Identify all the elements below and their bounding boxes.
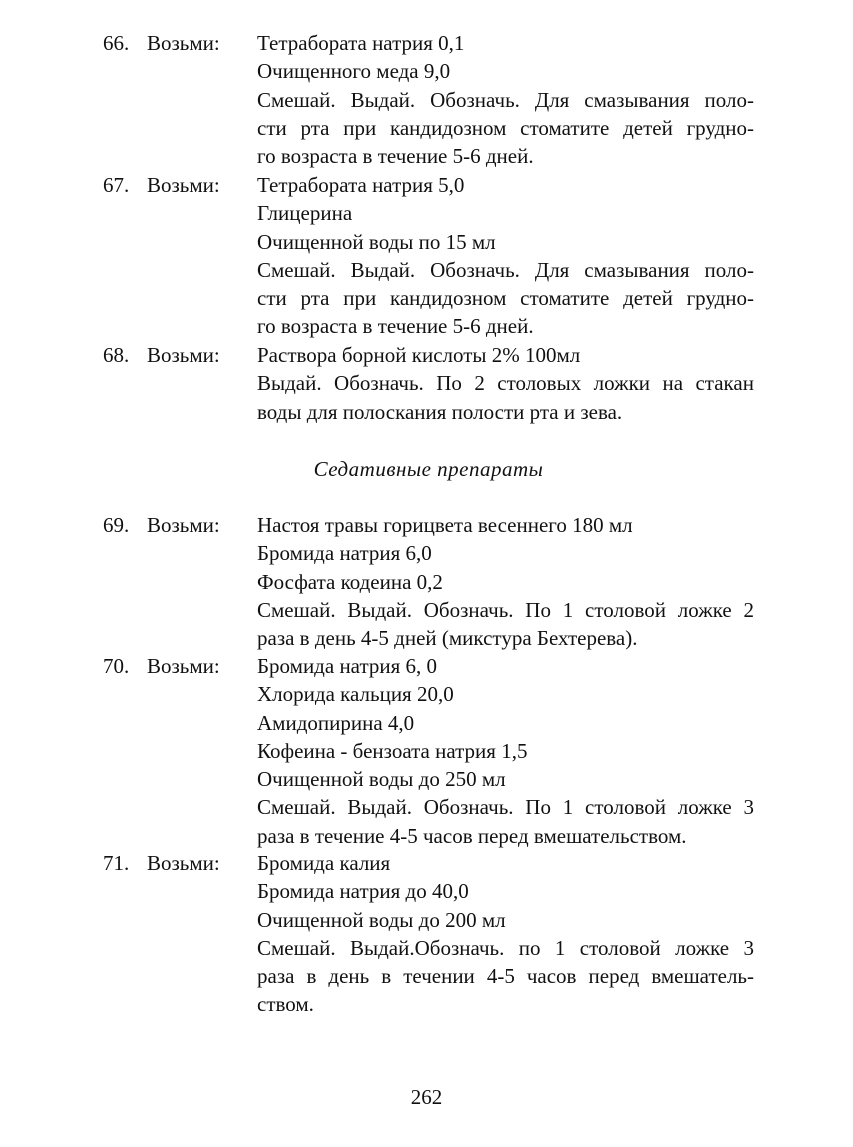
recipe-number: 71.: [103, 851, 130, 875]
recipe-line: Глицерина: [257, 201, 353, 226]
recipe-line: Смешай. Выдай. Обозначь. По 1 столовой ложке 3: [257, 795, 754, 820]
recipe-number: 69.: [103, 513, 130, 537]
recipe-line: сти рта при кандидозном стоматите детей грудно-: [257, 115, 754, 140]
recipe-line: раза в течение 4-5 часов перед вмешательством.: [257, 823, 687, 848]
recipe-line: Очищенной воды до 200 мл: [257, 907, 506, 932]
recipe-line: Настоя травы горицвета весеннего 180 мл: [257, 513, 633, 537]
page-number: 262: [410, 1085, 443, 1109]
recipe-line: Бромида натрия до 40,0: [257, 879, 469, 904]
recipe-number: 68.: [103, 343, 130, 367]
recipe-body: [257, 341, 754, 426]
recipe-label: Возьми:: [147, 654, 220, 678]
recipe-line: Смешай. Выдай. Обозначь. Для смазывания поло-: [257, 87, 754, 112]
recipe-line: ством.: [257, 992, 314, 1017]
recipe-label: Возьми:: [147, 173, 220, 197]
recipe-line: го возраста в течение 5-6 дней.: [257, 144, 534, 169]
recipe-line: Раствора борной кислоты 2% 100мл: [257, 343, 581, 367]
recipe-label: Возьми:: [147, 31, 220, 55]
recipe-body: [257, 652, 754, 850]
recipe-line: Смешай. Выдай.Обозначь. по 1 столовой ложке 3: [257, 935, 754, 960]
recipe-line: Бромида калия: [257, 851, 391, 875]
recipe-line: Выдай. Обозначь. По 2 столовых ложки на стакан: [257, 371, 754, 396]
recipe-body: [257, 849, 754, 1019]
recipe-line: воды для полоскания полости рта и зева.: [257, 399, 623, 424]
recipe-line: раза в день 4-5 дней (микстура Бехтерева).: [257, 626, 638, 651]
recipe-line: Очищенного меда 9,0: [257, 59, 451, 84]
recipe-line: Амидопирина 4,0: [257, 710, 415, 735]
recipe-line: го возраста в течение 5-6 дней.: [257, 314, 534, 339]
recipe-number: 67.: [103, 173, 130, 197]
recipe-body: [257, 511, 754, 652]
recipe-number: 66.: [103, 31, 130, 55]
recipe-line: Очищенной воды до 250 мл: [257, 767, 506, 792]
recipe-line: Кофеина - бензоата натрия 1,5: [257, 738, 528, 763]
recipe-line: Бромида натрия 6,0: [257, 541, 432, 566]
recipe-line: Смешай. Выдай. Обозначь. По 1 столовой ложке 2: [257, 597, 754, 622]
section-title: Седативные препараты: [313, 457, 544, 481]
recipe-line: Смешай. Выдай. Обозначь. Для смазывания поло-: [257, 257, 754, 282]
recipe-line: Очищенной воды по 15 мл: [257, 229, 496, 254]
recipe-label: Возьми:: [147, 513, 220, 537]
recipe-body: [257, 171, 754, 341]
recipe-label: Возьми:: [147, 343, 220, 367]
recipe-line: Фосфата кодеина 0,2: [257, 569, 443, 594]
recipe-number: 70.: [103, 654, 130, 678]
recipe-body: [257, 29, 754, 170]
recipe-line: раза в день в течении 4-5 часов перед вмешатель-: [257, 964, 754, 989]
recipe-line: Бромида натрия 6, 0: [257, 654, 438, 678]
recipe-line: сти рта при кандидозном стоматите детей грудно-: [257, 286, 754, 311]
recipe-label: Возьми:: [147, 851, 220, 875]
recipe-line: Хлорида кальция 20,0: [257, 682, 454, 707]
recipe-line: Тетрабората натрия 5,0: [257, 173, 465, 197]
recipe-line: Тетрабората натрия 0,1: [257, 31, 465, 55]
